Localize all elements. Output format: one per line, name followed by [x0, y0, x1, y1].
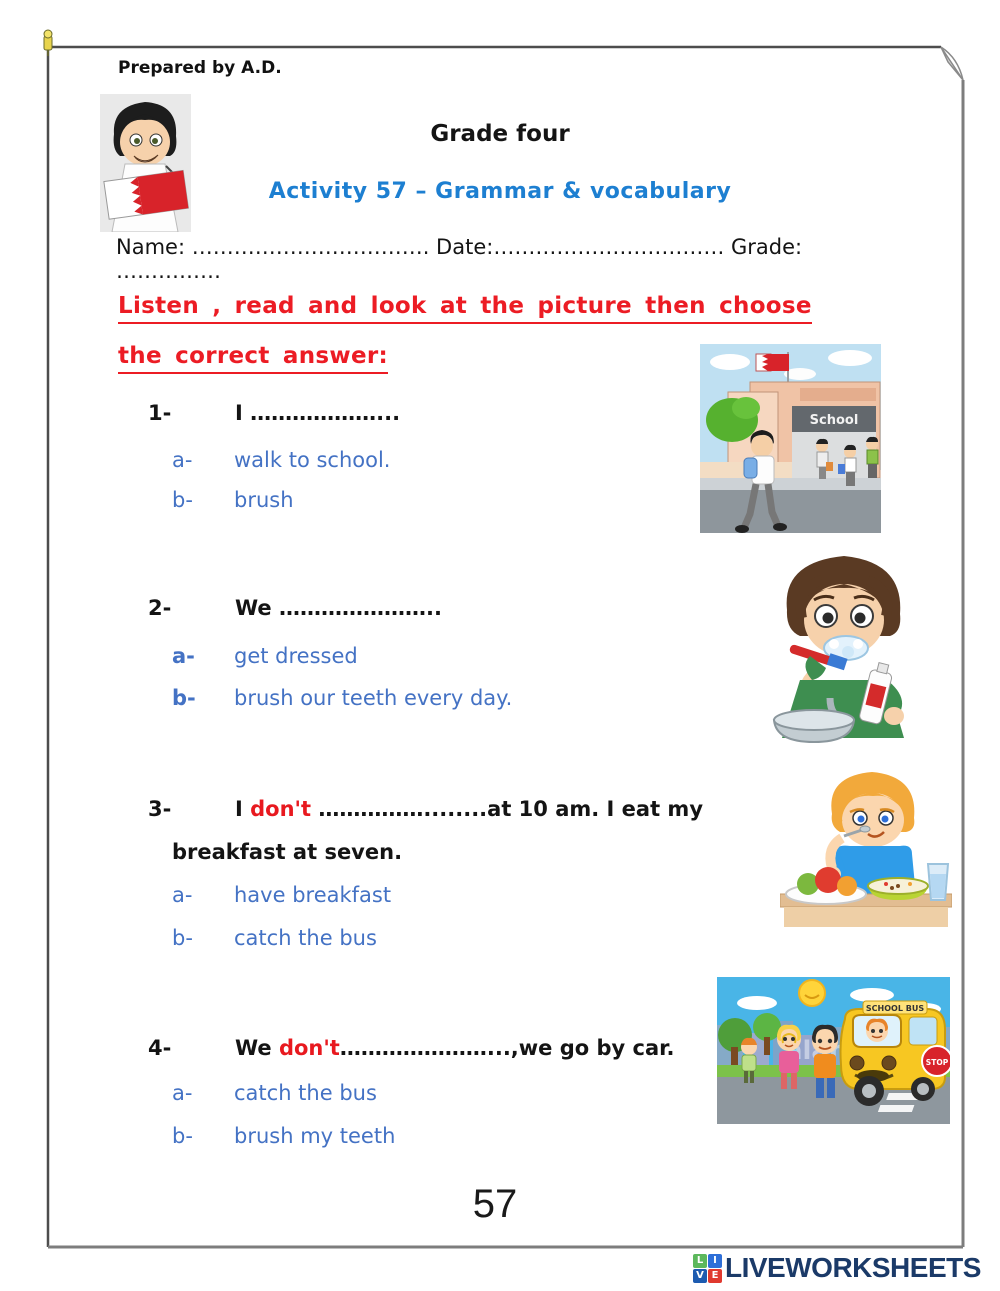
question-number: 2-: [148, 596, 172, 620]
question-stem: We …………………..: [235, 596, 442, 620]
name-date-grade-line: Name: ……………………………. Date:…………………………… Grade: ……………: [116, 235, 803, 283]
boy-with-flag-illustration: [100, 94, 191, 232]
logo-tile-i: I: [708, 1254, 722, 1268]
activity-title: Activity 57 – Grammar & vocabulary: [268, 179, 732, 204]
instruction-line-1: Listen , read and look at the picture then choose: [118, 293, 858, 319]
question-number: 1-: [148, 401, 172, 425]
option-2a[interactable]: a- get dressed: [172, 644, 358, 668]
boy-eating-breakfast-illustration: [780, 768, 952, 931]
page-number: 57: [472, 1182, 518, 1226]
question-stem: I don't ……………........at 10 am. I eat my: [235, 797, 704, 821]
option-4a[interactable]: a- catch the bus: [172, 1081, 377, 1105]
svg-text:School: School: [809, 413, 859, 428]
boy-brushing-teeth-illustration: [752, 548, 937, 743]
question-stem-line2: breakfast at seven.: [172, 840, 403, 864]
option-3b[interactable]: b- catch the bus: [172, 926, 377, 950]
grade-title: Grade four: [430, 121, 570, 147]
option-2b[interactable]: b- brush our teeth every day.: [172, 686, 513, 710]
school-illustration: [700, 344, 881, 533]
option-1b[interactable]: b- brush: [172, 488, 294, 512]
prepared-by-label: Prepared by A.D.: [118, 58, 282, 78]
logo-tiles-icon: [693, 1254, 722, 1283]
option-4b[interactable]: b- brush my teeth: [172, 1124, 396, 1148]
question-stem: We don't…………………...,we go by car.: [235, 1036, 675, 1060]
option-3a[interactable]: a- have breakfast: [172, 883, 392, 907]
pushpin-icon: [44, 30, 52, 56]
svg-text:STOP: STOP: [925, 1058, 949, 1067]
logo-tile-l: L: [693, 1254, 707, 1268]
liveworksheets-logo[interactable]: [693, 1252, 981, 1284]
logo-text: LIVEWORKSHEETS: [725, 1252, 981, 1283]
logo-tile-e: E: [708, 1269, 722, 1283]
logo-tile-v: V: [693, 1269, 707, 1283]
question-number: 3-: [148, 797, 172, 821]
instruction-line-2: the correct answer:: [118, 343, 858, 369]
svg-text:SCHOOL BUS: SCHOOL BUS: [865, 1004, 925, 1013]
school-bus-illustration: [717, 977, 950, 1124]
question-stem: I ………………...: [235, 401, 401, 425]
question-number: 4-: [148, 1036, 172, 1060]
option-1a[interactable]: a- walk to school.: [172, 448, 391, 472]
